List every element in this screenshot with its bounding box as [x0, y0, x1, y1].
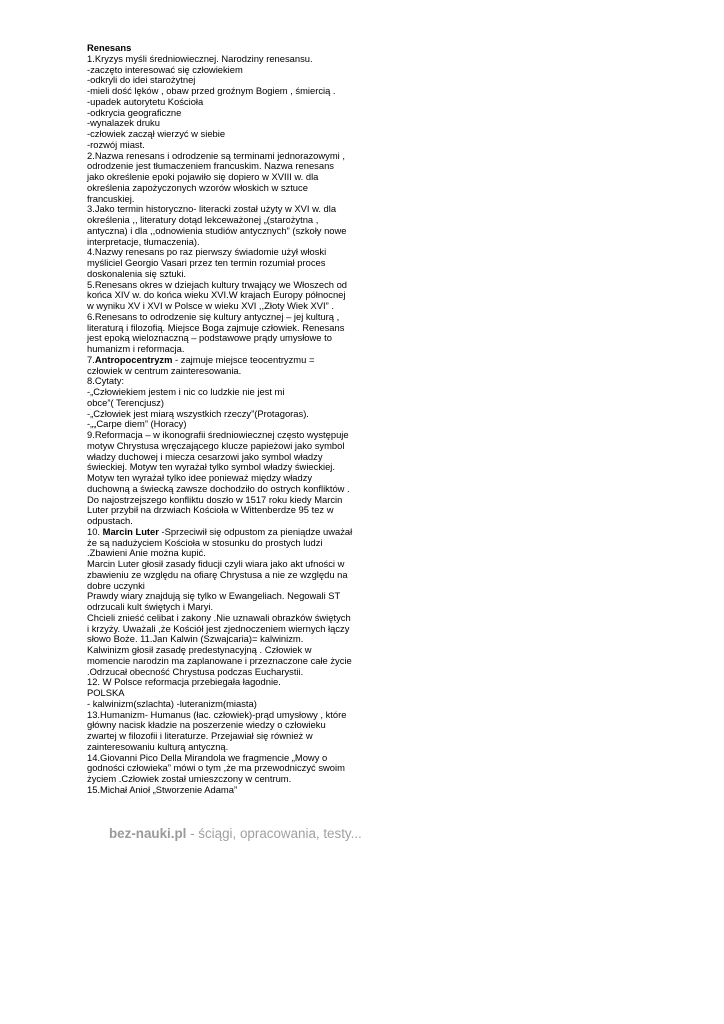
text-line: duchowną a świecką zawsze dochodziło do ostrych konfliktów . — [87, 482, 350, 494]
text-line: końca XIV w. do końca wieku XVI.W krajach Europy północnej — [87, 289, 346, 301]
text-line: -upadek autorytetu Kościoła — [87, 95, 204, 107]
text-line: 6.Renesans to odrodzenie się kultury antycznej – jej kulturą , — [87, 310, 340, 322]
text-line: 5.Renesans okres w dziejach kultury trwający we Włoszech od — [87, 278, 348, 290]
text-line: doskonalenia się sztuki. — [87, 267, 187, 279]
text-line: odrodzenie jest tłumaczeniem francuskim. Nazwa renesans — [87, 160, 334, 172]
text-line: 8.Cytaty: — [87, 375, 124, 387]
text-line: -„Człowiek jest miarą wszystkich rzeczy”(Protagoras). — [87, 407, 309, 419]
text-line: POLSKA — [87, 687, 125, 698]
text-line: - kalwinizm(szlachta) -luteranizm(miasta) — [87, 697, 257, 709]
document-lines — [87, 54, 377, 796]
text-line: i krzyży. Uważali ,że Kościół jest zjednoczeniem wiernych łączy — [87, 622, 350, 634]
text-line: Prawdy wiary znajdują się tylko w Ewangeliach. Negowali ST — [87, 590, 341, 602]
text-line: jest epoką wieloznaczną – podstawowe prądy umysłowe to — [87, 332, 332, 344]
text-line: myśliciel Georgio Vasari przez ten termin rozumiał proces — [87, 257, 326, 268]
text-line: -odkryli do idei starożytnej — [87, 74, 196, 86]
p7-number: 7. — [87, 353, 95, 365]
text-line: 13.Humanizm- Humanus (łac. człowiek)-prąd umysłowy , które — [87, 708, 347, 720]
text-line: -„Człowiekiem jestem i nic co ludzkie nie jest mi — [87, 386, 285, 397]
text-line: odpustach. — [87, 515, 133, 526]
p10-number: 10. — [87, 525, 103, 537]
text-line: -wynalazek druku — [87, 117, 160, 129]
text-line: dobre uczynki — [87, 579, 145, 591]
text-line: 1.Kryzys myśli średniowiecznej. Narodziny renesansu. — [87, 52, 313, 64]
text-line-p7 — [87, 355, 377, 366]
text-line: 2.Nazwa renesans i odrodzenie są terminami jednorazowymi , — [87, 149, 345, 161]
text-line: określenia ,, literatury dotąd lekceważonej „(starożytna , — [87, 214, 319, 225]
p7-rest: - zajmuje miejsce teocentryzmu = — [172, 353, 315, 365]
text-line: władzy duchowej i miecza cesarzowi jako symbol władzy — [87, 450, 323, 462]
text-line: interpretacje, tłumaczenia). — [87, 235, 200, 247]
text-line: momencie narodzin ma zaplanowane i przeznaczone całe życie — [87, 654, 352, 666]
text-line: w wyniku XV i XVI w Polsce w wieku XVI ,,Złoty Wiek XVI” . — [87, 300, 334, 311]
text-line: obce”( Terencjusz) — [87, 396, 164, 408]
p10-rest: -Sprzeciwił się odpustom za pieniądze uważał — [158, 525, 353, 537]
text-line: zainteresowaniu kulturą antyczną. — [87, 740, 229, 752]
text-line: słowo Boże. 11.Jan Kalwin (Szwajcaria)= kalwinizm. — [87, 633, 304, 645]
text-line: Marcin Luter głosił zasady fiducji czyli wiara jako akt ufności w — [87, 558, 345, 569]
text-line: 9.Reformacja – w ikonografii średniowiecznej często występuje — [87, 429, 349, 440]
text-line: godności człowieka” mówi o tym ,że ma przewodniczyć swoim — [87, 762, 345, 774]
text-line: Do najostrzejszego konfliktu doszło w 1517 roku kiedy Marcin — [87, 493, 343, 505]
text-line-p10 — [87, 527, 377, 538]
text-line: motyw Chrystusa wręczającego klucze papieżowi jako symbol — [87, 439, 345, 451]
text-line: francuskiej. — [87, 192, 135, 204]
text-line: -„„Carpe diem” (Horacy) — [87, 418, 187, 430]
text-line: zwartej w filozofii i literaturze. Przejawiał się również w — [87, 730, 313, 741]
text-line: Chcieli znieść celibat i zakony .Nie uznawali obrazków świętych — [87, 611, 351, 623]
text-line: -zaczęto interesować się człowiekiem — [87, 63, 243, 75]
text-line: 14.Giovanni Pico Della Mirandola we fragmencie „Mowy o — [87, 751, 328, 763]
text-line: świeckiej. Motyw ten wyrażał tylko symbol władzy świeckiej. — [87, 461, 335, 473]
text-line: Motyw ten wyrażał tylko idee ponieważ między władzy — [87, 472, 313, 483]
text-line: Luter przybił na drzwiach Kościoła w Wittenberdze 95 tez w — [87, 504, 334, 516]
text-line: -mieli dość lęków , obaw przed groźnym Bogiem , śmiercią . — [87, 85, 336, 96]
text-line: człowiek w centrum zainteresowania. — [87, 364, 242, 376]
text-line: określenia zapożyczonych wzorów włoskich w sztuce — [87, 181, 308, 193]
document-body — [87, 43, 377, 796]
text-line: .Zbawieni Anie można kupić. — [87, 547, 206, 559]
text-line: Kalwinizm głosił zasadę predestynacyjną . Człowiek w — [87, 644, 312, 655]
text-line: -rozwój miast. — [87, 138, 145, 150]
text-line: zbawieniu ze względu na ofiarę Chrystusa a nie ze względu na — [87, 568, 348, 580]
text-line: życiem .Człowiek został umieszczony w centrum. — [87, 773, 292, 784]
footer-tagline: - ściągi, opracowania, testy... — [186, 826, 362, 841]
text-line: .Odrzucał obecność Chrystusa podczas Eucharystii. — [87, 665, 304, 677]
text-line: że są nadużyciem Kościoła w stosunku do prostych ludzi — [87, 536, 323, 548]
p10-term: Marcin Luter — [102, 525, 159, 537]
text-line: -człowiek zaczął wierzyć w siebie — [87, 128, 226, 139]
text-line: 12. W Polsce reformacja przebiegała łagodnie. — [87, 676, 281, 688]
text-line: antyczna) i dla ,,odnowienia studiów antycznych” (szkoły nowe — [87, 224, 347, 236]
text-line: -odkrycia geograficzne — [87, 106, 182, 118]
text-line: 4.Nazwy renesans po raz pierwszy świadomie użył włoski — [87, 246, 327, 258]
p7-term: Antropocentryzm — [94, 353, 173, 365]
text-line: literaturą i filozofią. Miejsce Boga zajmuje człowiek. Renesans — [87, 321, 345, 333]
document-title: Renesans — [87, 42, 132, 53]
text-line: 15.Michał Anioł „Stworzenie Adama” — [87, 783, 238, 795]
text-line: jako określenie epoki pojawiło się dopiero w XVIII w. dla — [87, 171, 319, 182]
footer-watermark — [109, 826, 362, 841]
footer-brand: bez-nauki.pl — [109, 826, 187, 841]
text-line: odrzucali kult świętych i Maryi. — [87, 601, 214, 612]
text-line: 3.Jako termin historyczno- literacki został użyty w XVI w. dla — [87, 203, 337, 215]
text-line: humanizm i reformacja. — [87, 343, 185, 354]
text-line: główny nacisk kładzie na poszerzenie wiedzy o człowieku — [87, 719, 326, 731]
